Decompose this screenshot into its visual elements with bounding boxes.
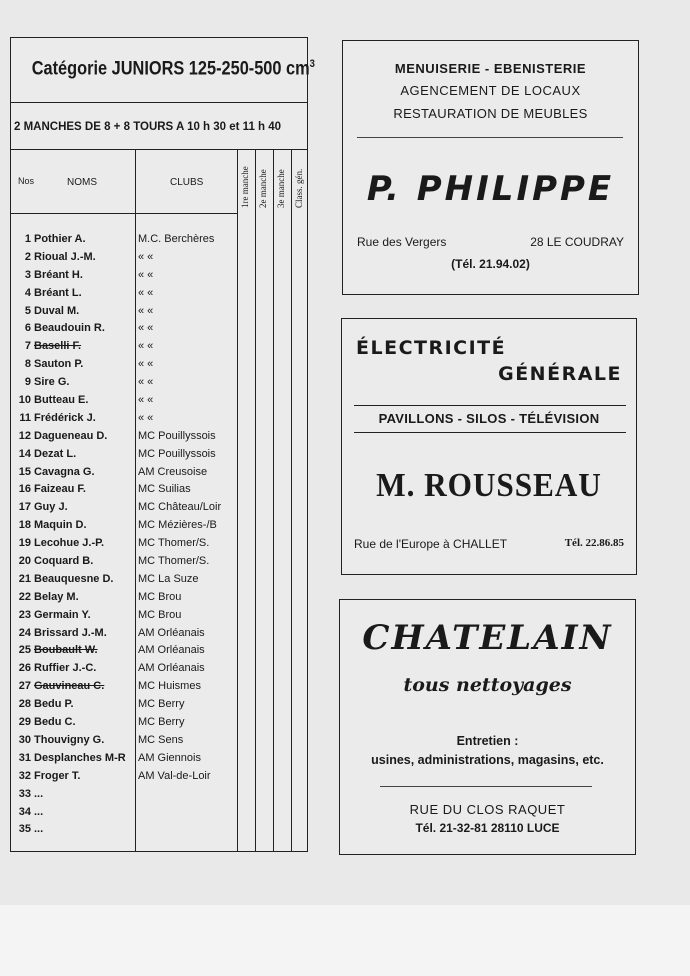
entry-number: 34	[18, 805, 31, 818]
entry-number: 26	[18, 662, 31, 675]
entry-number: 27	[18, 680, 31, 693]
entry-number: 24	[18, 626, 31, 639]
street-address: Rue des Vergers	[357, 235, 447, 249]
entry-number: 35	[18, 823, 31, 836]
table-row	[17, 788, 247, 806]
table-row	[17, 322, 247, 340]
rider-name: Butteau E.	[34, 394, 89, 407]
rider-name: Froger T.	[34, 769, 81, 782]
entry-number: 4	[24, 286, 31, 299]
rider-name: Beauquesne D.	[34, 572, 114, 585]
entry-number: 18	[18, 519, 31, 532]
table-row	[17, 251, 247, 269]
rider-name: Pothier A.	[34, 233, 86, 245]
club-name: MC Berry	[138, 716, 185, 729]
club-name: AM Giennois	[138, 751, 201, 764]
entry-number: 29	[18, 716, 31, 729]
club-name: « «	[138, 304, 154, 317]
club-name: MC Suilias	[138, 483, 191, 496]
table-row	[17, 662, 247, 680]
table-row	[17, 448, 247, 466]
category-prefix: Catégorie	[31, 58, 108, 80]
phone: Tél. 22.86.85	[564, 537, 624, 549]
table-row	[17, 519, 247, 537]
rider-name: Lecohue J.-P.	[34, 537, 105, 550]
table-row	[17, 644, 247, 662]
club-name: « «	[138, 358, 154, 371]
entry-number: 10	[18, 394, 31, 407]
entry-number: 15	[18, 465, 31, 478]
header-clubs: CLUBS	[170, 177, 204, 188]
brand-name: CHATELAIN	[362, 618, 613, 658]
rider-name: ...	[34, 805, 44, 818]
table-row	[17, 752, 247, 770]
header-manche-1: 1re manche	[240, 166, 250, 208]
tagline: tous nettoyages	[403, 674, 572, 696]
rider-name: Bréant H.	[34, 268, 83, 281]
table-row	[17, 376, 247, 394]
entry-number: 28	[18, 698, 31, 711]
phone: Tél. 21-32-81 28110 LUCE	[415, 821, 560, 835]
entry-number: 32	[18, 769, 31, 782]
entry-number: 23	[18, 608, 31, 621]
column-divider	[273, 149, 274, 851]
entry-number: 9	[24, 376, 31, 389]
entry-number: 3	[24, 268, 31, 281]
category-title	[31, 58, 315, 80]
rider-name: Bréant L.	[34, 286, 82, 299]
brand-name: P. PHILIPPE	[366, 169, 615, 209]
entry-number: 22	[18, 590, 31, 603]
race-schedule: 2 MANCHES DE 8 + 8 TOURS A 10 h 30 et 11 h 40	[14, 121, 282, 133]
entry-number: 11	[19, 411, 31, 424]
rider-name: Duval M.	[34, 304, 80, 317]
rider-name: Sire G.	[34, 376, 70, 389]
table-row	[17, 501, 247, 519]
header-divider	[11, 213, 237, 214]
table-row	[17, 537, 247, 555]
entry-number: 33	[18, 787, 31, 800]
club-name: MC Brou	[138, 608, 182, 621]
rider-name: ...	[34, 823, 44, 836]
club-name: MC Thomer/S.	[138, 555, 210, 568]
rider-name: Bedu P.	[34, 698, 74, 711]
entry-rows	[17, 233, 247, 841]
table-row	[17, 698, 247, 716]
table-row	[17, 573, 247, 591]
entry-list-table	[10, 37, 315, 852]
club-name: AM Orléanais	[138, 644, 205, 657]
table-row	[17, 430, 247, 448]
table-row	[17, 555, 247, 573]
rider-name: Brissard J.-M.	[34, 626, 107, 639]
entry-number: 17	[18, 501, 31, 514]
rider-name: Rioual J.-M.	[34, 250, 96, 263]
club-name: « «	[138, 286, 154, 299]
table-row	[17, 627, 247, 645]
table-row	[17, 287, 247, 305]
page-margin	[0, 905, 690, 976]
divider	[354, 432, 626, 433]
divider	[11, 102, 307, 103]
ad-line: AGENCEMENT DE LOCAUX	[400, 83, 581, 98]
table-row	[17, 609, 247, 627]
rider-name: Ruffier J.-C.	[34, 662, 97, 675]
club-name: MC Berry	[138, 698, 185, 711]
city: 28 LE COUDRAY	[530, 235, 624, 249]
table-row	[17, 340, 247, 358]
club-name: « «	[138, 376, 154, 389]
rider-name: Beaudouin R.	[34, 322, 105, 335]
club-name: AM Orléanais	[138, 626, 205, 639]
rider-name: Dezat L.	[34, 447, 77, 460]
divider	[380, 786, 592, 787]
rider-name: Boubault W.	[34, 644, 98, 657]
club-name: MC Brou	[138, 590, 182, 603]
club-name: « «	[138, 394, 154, 407]
column-divider	[291, 149, 292, 851]
table-row	[17, 716, 247, 734]
street-address: Rue de l'Europe à CHALLET	[354, 537, 508, 551]
rider-name: Dagueneau D.	[34, 429, 108, 442]
rider-name: Belay M.	[34, 590, 79, 603]
rider-name: Maquin D.	[34, 519, 87, 532]
rider-name: Bedu C.	[34, 716, 76, 729]
ad-philippe	[342, 40, 639, 295]
ad-rousseau	[341, 318, 637, 575]
column-divider	[255, 149, 256, 851]
club-name: MC Pouillyssois	[138, 447, 216, 460]
club-name: MC Thomer/S.	[138, 537, 210, 550]
entry-number: 7	[24, 340, 31, 353]
category-unit-sup: 3	[309, 58, 315, 70]
table-row	[17, 734, 247, 752]
entry-number: 5	[24, 304, 31, 317]
table-row	[17, 466, 247, 484]
category-name: JUNIORS 125-250-500 cm	[111, 58, 310, 80]
ad-line: Entretien :	[456, 734, 519, 748]
rider-name: Sauton P.	[34, 358, 84, 371]
divider	[11, 149, 307, 150]
phone: (Tél. 21.94.02)	[451, 257, 530, 271]
table-row	[17, 305, 247, 323]
rider-name: Coquard B.	[34, 555, 94, 568]
club-name: « «	[138, 268, 154, 281]
header-manche-2: 2e manche	[258, 169, 268, 208]
entry-number: 31	[18, 751, 31, 764]
header-number: Nos	[18, 176, 35, 186]
entry-number: 8	[24, 358, 31, 371]
rider-name: Guy J.	[34, 501, 68, 514]
table-row	[17, 680, 247, 698]
header-names: NOMS	[67, 177, 97, 188]
rider-name: Baselli F.	[34, 340, 82, 353]
club-name: AM Creusoise	[138, 465, 208, 478]
ad-line: usines, administrations, magasins, etc.	[371, 753, 604, 767]
table-row	[17, 269, 247, 287]
club-name: AM Val-de-Loir	[138, 769, 211, 782]
club-name: « «	[138, 250, 154, 263]
entry-number: 19	[18, 537, 31, 550]
entry-number: 16	[18, 483, 31, 496]
brand-name: M. ROUSSEAU	[376, 467, 602, 504]
rider-name: ...	[34, 787, 44, 800]
club-name: « «	[138, 411, 154, 424]
rider-name: Gauvineau C.	[34, 680, 105, 693]
ad-heading: GÉNÉRALE	[498, 363, 622, 385]
table-row	[17, 412, 247, 430]
club-name: AM Orléanais	[138, 662, 205, 675]
table-row	[17, 591, 247, 609]
table-row	[17, 823, 247, 841]
rider-name: Faizeau F.	[34, 483, 86, 496]
table-row	[17, 394, 247, 412]
rider-name: Desplanches M-R	[34, 751, 126, 764]
table-row	[17, 483, 247, 501]
entry-number: 2	[24, 250, 31, 263]
rider-name: Cavagna G.	[34, 465, 95, 478]
entry-number: 20	[18, 555, 31, 568]
rider-name: Germain Y.	[34, 608, 91, 621]
entry-number: 14	[18, 447, 31, 460]
club-name: M.C. Berchères	[138, 233, 215, 245]
entry-number: 25	[18, 644, 31, 657]
entry-number: 12	[18, 429, 31, 442]
entry-number: 6	[24, 322, 31, 335]
ad-heading: ÉLECTRICITÉ	[356, 337, 507, 359]
club-name: « «	[138, 322, 154, 335]
club-name: MC Sens	[138, 733, 184, 746]
club-name: MC Mézières-/B	[138, 519, 217, 532]
club-name: « «	[138, 340, 154, 353]
table-row	[17, 770, 247, 788]
ad-line: RESTAURATION DE MEUBLES	[393, 106, 588, 121]
street-address: RUE DU CLOS RAQUET	[409, 802, 566, 817]
club-name: MC Château/Loir	[138, 501, 222, 514]
services: PAVILLONS - SILOS - TÉLÉVISION	[378, 411, 600, 426]
ad-chatelain	[339, 599, 636, 855]
table-row	[17, 233, 247, 251]
club-name: MC Huismes	[138, 680, 201, 693]
entry-number: 21	[18, 572, 31, 585]
table-row	[17, 358, 247, 376]
club-name: MC Pouillyssois	[138, 429, 216, 442]
entry-number: 30	[18, 733, 31, 746]
ad-line: MENUISERIE - EBENISTERIE	[394, 61, 587, 76]
header-manche-3: 3e manche	[276, 169, 286, 208]
rider-name: Thouvigny G.	[34, 733, 105, 746]
entry-number: 1	[24, 233, 31, 245]
club-name: MC La Suze	[138, 572, 199, 585]
divider	[357, 137, 623, 138]
header-classement: Class. gén.	[294, 168, 304, 208]
rider-name: Frédérick J.	[34, 411, 96, 424]
table-row	[17, 806, 247, 824]
divider	[354, 405, 626, 406]
